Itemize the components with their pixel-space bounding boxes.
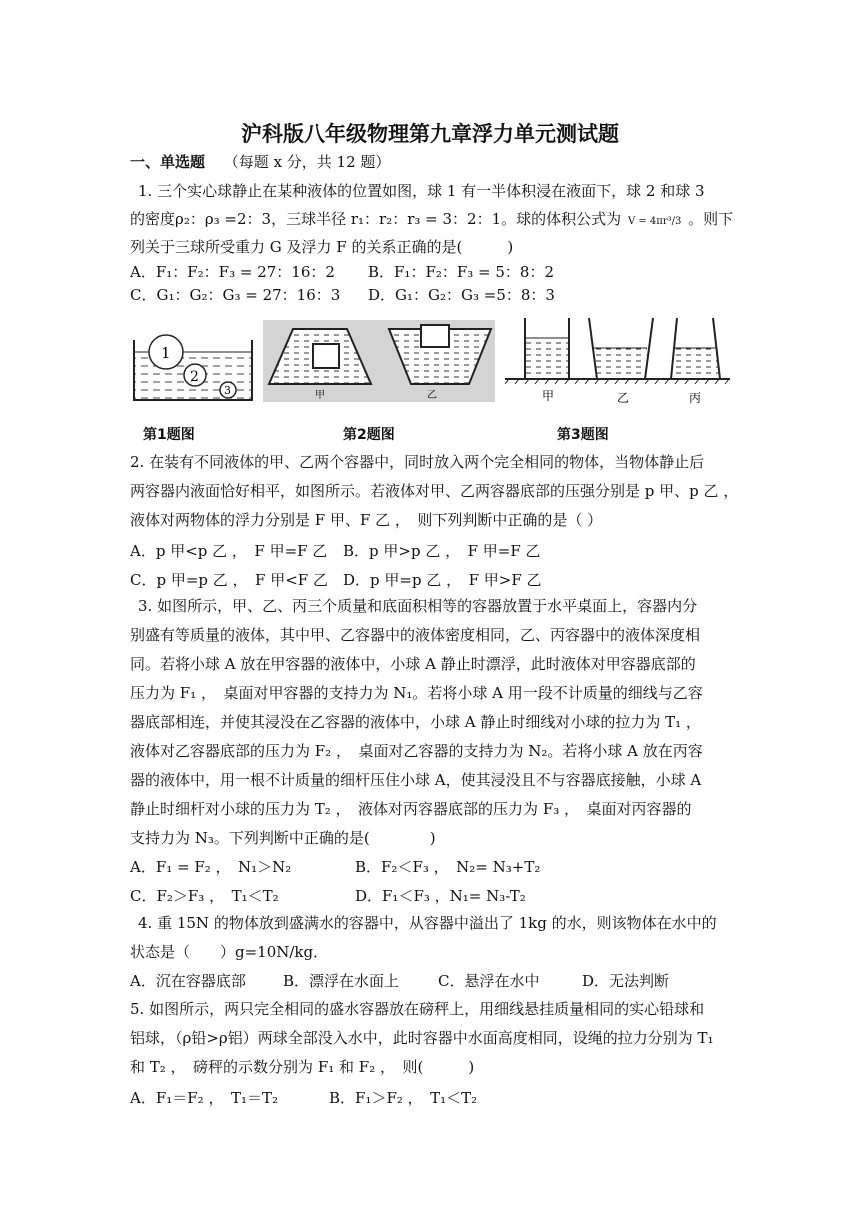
ball-3-label: 3 xyxy=(224,384,231,397)
q2-option-a: A．p 甲<p 乙 ， F 甲=F 乙 xyxy=(130,542,328,560)
q1-line-3: 列关于三球所受重力 G 及浮力 F 的关系正确的是( ) xyxy=(130,238,514,256)
q4-option-d: D．无法判断 xyxy=(582,972,670,990)
figure-2-two-containers xyxy=(263,320,495,402)
fig2-yi-label: 乙 xyxy=(427,390,437,401)
section-heading xyxy=(130,152,390,172)
fig2-jia-label: 甲 xyxy=(315,390,325,401)
q4-option-a: A．沉在容器底部 xyxy=(130,972,246,990)
volume-formula: V = 4πr³/3 xyxy=(627,216,682,227)
q3-line-7: 器的液体中，用一根不计质量的细杆压住小球 A，使其浸没且不与容器底接触，小球 A xyxy=(130,771,702,789)
q1-line-1: 1. 三个实心球静止在某种液体的位置如图，球 1 有一半体积浸在液面下，球 2 和球 3 xyxy=(138,182,705,200)
ball-1-label: 1 xyxy=(161,344,171,362)
q3-line-9: 支持力为 N₃。下列判断中正确的是( ) xyxy=(130,829,436,847)
figure-1-balls-in-liquid xyxy=(128,330,258,410)
q5-line-1: 5. 如图所示，两只完全相同的盛水容器放在磅秤上，用细线悬挂质量相同的实心铅球和 xyxy=(130,1000,705,1018)
q3-line-1: 3. 如图所示，甲、乙、丙三个质量和底面积相等的容器放置于水平桌面上，容器内分 xyxy=(138,597,698,615)
q3-line-3: 同。若将小球 A 放在甲容器的液体中，小球 A 静止时漂浮，此时液体对甲容器底部的 xyxy=(130,655,696,673)
q1-line-2b: 。则下 xyxy=(688,210,734,228)
q2-line-1: 2. 在装有不同液体的甲、乙两个容器中，同时放入两个完全相同的物体，当物体静止后 xyxy=(130,453,705,471)
figure-3-three-containers xyxy=(505,316,730,408)
fig3-yi-label: 乙 xyxy=(617,391,630,405)
q3-line-4: 压力为 F₁ ， 桌面对甲容器的支持力为 N₁。若将小球 A 用一段不计质量的细线与乙容 xyxy=(130,684,703,702)
q3-line-5: 器底部相连，并使其浸没在乙容器的液体中，小球 A 静止时细线对小球的拉力为 T₁ ， xyxy=(130,713,701,731)
fig3-jia-label: 甲 xyxy=(542,389,555,403)
q2-option-b: B．p 甲>p 乙 ， F 甲=F 乙 xyxy=(343,542,541,560)
q1-option-c: C．G₁：G₂：G₃ = 27：16：3 xyxy=(130,286,341,304)
q1-option-a: A．F₁：F₂：F₃ = 27：16：2 xyxy=(130,263,335,281)
q1-line-2a: 的密度ρ₂：ρ₃ =2：3，三球半径 r₁：r₂：r₃ = 3：2：1。球的体积公式为 xyxy=(130,210,622,228)
q4-option-c: C．悬浮在水中 xyxy=(438,972,540,990)
figure-3-caption: 第3题图 xyxy=(557,427,609,443)
q4-line-1: 4. 重 15N 的物体放到盛满水的容器中，从容器中溢出了 1kg 的水，则该物体在水中的 xyxy=(138,914,717,932)
q5-line-2: 铝球，（ρ铅>ρ铝）两球全部没入水中，此时容器中水面高度相同，设绳的拉力分别为 T₁ xyxy=(130,1029,714,1047)
section-label: 一、单选题 xyxy=(130,153,206,171)
q2-line-2: 两容器内液面恰好相平，如图所示。若液体对甲、乙两容器底部的压强分别是 p 甲、p 乙 ， xyxy=(130,482,739,500)
q5-option-b: B．F₁＞F₂ ， T₁＜T₂ xyxy=(329,1089,478,1107)
q2-option-d: D．p 甲=p 乙 ， F 甲>F 乙 xyxy=(343,571,542,589)
q1-option-d: D．G₁：G₂：G₃ =5：8：3 xyxy=(368,286,555,304)
q1-option-b: B．F₁：F₂：F₃ = 5：8：2 xyxy=(368,263,555,281)
q2-line-3: 液体对两物体的浮力分别是 F 甲、F 乙 ， 则下列判断中正确的是（ ） xyxy=(130,511,603,529)
q3-option-a: A．F₁ = F₂ ， N₁＞N₂ xyxy=(130,858,292,876)
q3-line-6: 液体对乙容器底部的压力为 F₂ ， 桌面对乙容器的支持力为 N₂。若将小球 A 放在丙容 xyxy=(130,742,703,760)
q4-option-b: B．漂浮在水面上 xyxy=(283,972,400,990)
q3-option-d: D．F₁＜F₃ ，N₁= N₃-T₂ xyxy=(355,887,526,905)
figure-1-caption: 第1题图 xyxy=(143,427,195,443)
q2-option-c: C．p 甲=p 乙 ， F 甲<F 乙 xyxy=(130,571,328,589)
q1-line-2 xyxy=(130,209,733,232)
ball-2-label: 2 xyxy=(190,369,199,385)
fig3-bing-label: 丙 xyxy=(689,391,702,405)
q3-line-8: 静止时细杆对小球的压力为 T₂ ， 液体对丙容器底部的压力为 F₃ ， 桌面对丙容器的 xyxy=(130,800,692,818)
page-title: 沪科版八年级物理第九章浮力单元测试题 xyxy=(241,122,619,146)
q5-line-3: 和 T₂ ， 磅秤的示数分别为 F₁ 和 F₂ ， 则( ) xyxy=(130,1058,475,1076)
q3-option-b: B．F₂＜F₃ ， N₂= N₃+T₂ xyxy=(355,858,541,876)
q3-line-2: 别盛有等质量的液体，其中甲、乙容器中的液体密度相同，乙、丙容器中的液体深度相 xyxy=(130,626,701,644)
section-note: （每题 x 分，共 12 题） xyxy=(223,153,391,171)
figure-2-caption: 第2题图 xyxy=(343,427,395,443)
q5-option-a: A．F₁＝F₂ ， T₁＝T₂ xyxy=(130,1089,278,1107)
q3-option-c: C．F₂＞F₃ ， T₁＜T₂ xyxy=(130,887,279,905)
q4-line-2: 状态是（ ）g=10N/kg． xyxy=(130,943,329,961)
